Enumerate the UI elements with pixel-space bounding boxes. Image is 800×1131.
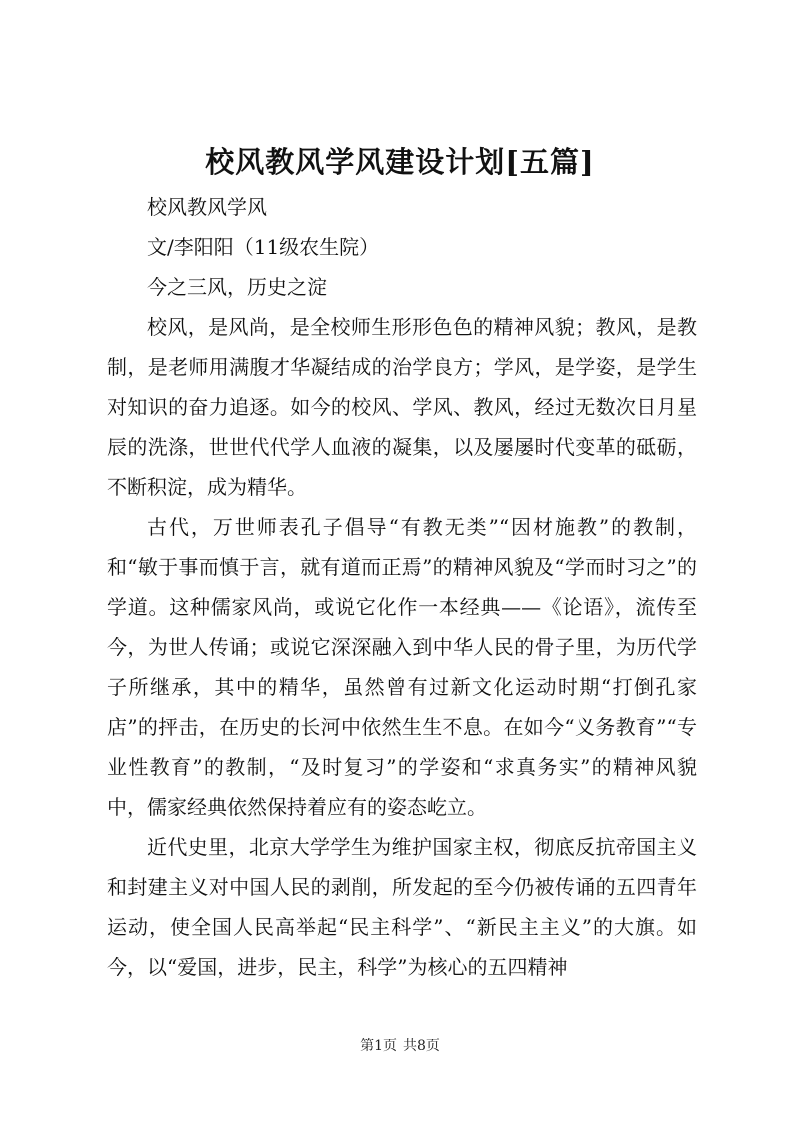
document-title: 校风教风学风建设计划[五篇] [205, 145, 595, 179]
body-paragraph: 古代，万世师表孔子倡导“有教无类”“因材施教”的教制，和“敏于事而慎于言，就有道而正焉”的精神风貌及“学而时习之”的学道。这种儒家风尚，或说它化作一本经典——《论语》，流传至今，为世人传诵；或说它深深融入到中华人民的骨子里，为历代学子所继承，其中的精华，虽然曾有过新文化运动时期“打倒孔家店”的抨击，在历史的长河中依然生生不息。在如今“义务教育”“专业性教育”的教制，“及时复习”的学姿和“求真务实”的精神风貌中，儒家经典依然保持着应有的姿态屹立。 [107, 515, 697, 819]
body-paragraph: 近代史里，北京大学学生为维护国家主权，彻底反抗帝国主义和封建主义对中国人民的剥削，所发起的至今仍被传诵的五四青年运动，使全国人民高举起“民主科学”、“新民主主义”的大旗。如今，以“爱国，进步，民主，科学”为核心的五四精神 [107, 835, 697, 979]
document-body [107, 187, 697, 987]
subtitle-line: 校风教风学风 [147, 195, 267, 219]
section-heading: 今之三风，历史之淀 [147, 275, 327, 299]
page-footer [0, 1036, 800, 1056]
page-total: 共8页 [403, 1038, 440, 1054]
page-number: 第1页 [360, 1038, 397, 1054]
author-line: 文/李阳阳（11级农生院） [147, 235, 380, 259]
body-paragraph: 校风，是风尚，是全校师生形形色色的精神风貌；教风，是教制，是老师用满腹才华凝结成的治学良方；学风，是学姿，是学生对知识的奋力追逐。如今的校风、学风、教风，经过无数次日月星辰的洗涤，世世代代学人血液的凝集，以及屡屡时代变革的砥砺，不断积淀，成为精华。 [107, 315, 697, 499]
